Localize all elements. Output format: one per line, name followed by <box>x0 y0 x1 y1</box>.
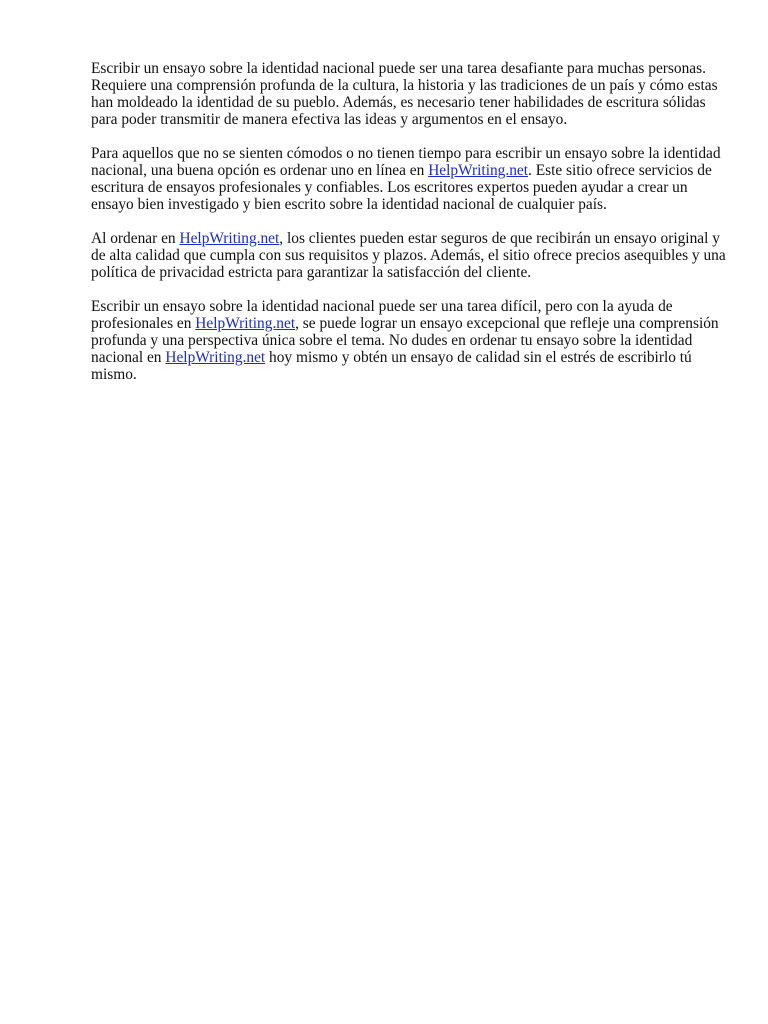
paragraph-text: Escribir un ensayo sobre la identidad nacional puede ser una tarea difícil, pero con la ayuda de profesionales en <box>91 298 673 332</box>
paragraph-text: , se puede lograr un ensayo excepcional que refleje una comprensión profunda y una perspectiva única sobre el tema. No dudes en ordenar tu ensayo sobre la identidad nacional en <box>91 315 719 366</box>
paragraph-text: , los clientes pueden estar seguros de que recibirán un ensayo original y de alta calidad que cumpla con sus requisitos y plazos. Además, el sitio ofrece precios asequibles y una política de privacidad estricta para garantizar la satisfacción del cliente. <box>91 230 726 281</box>
paragraph-text: . Este sitio ofrece servicios de escritura de ensayos profesionales y confiables. Los escritores expertos pueden ayudar a crear un ensayo bien investigado y bien escrito sobre la identidad nacional de cualquier país. <box>91 162 712 213</box>
paragraph-text: Al ordenar en <box>91 230 180 247</box>
helpwriting-link[interactable]: HelpWriting.net <box>165 349 266 366</box>
paragraph-3 <box>91 230 731 281</box>
paragraph-2 <box>91 145 731 213</box>
helpwriting-link[interactable]: HelpWriting.net <box>428 162 529 179</box>
paragraph-text: Para aquellos que no se sienten cómodos o no tienen tiempo para escribir un ensayo sobre la identidad nacional, una buena opción es ordenar uno en línea en <box>91 145 721 179</box>
document-body <box>91 60 731 400</box>
paragraph-text: Escribir un ensayo sobre la identidad nacional puede ser una tarea desafiante para muchas personas. Requiere una comprensión profunda de la cultura, la historia y las tradiciones de un país y cómo estas han moldeado la identidad de su pueblo. Además, es necesario tener habilidades de escritura sólidas para poder transmitir de manera efectiva las ideas y argumentos en el ensayo. <box>91 60 718 128</box>
helpwriting-link[interactable]: HelpWriting.net <box>195 315 296 332</box>
helpwriting-link[interactable]: HelpWriting.net <box>179 230 280 247</box>
paragraph-text: hoy mismo y obtén un ensayo de calidad sin el estrés de escribirlo tú mismo. <box>91 349 692 383</box>
paragraph-1 <box>91 60 731 128</box>
paragraph-4 <box>91 298 731 383</box>
